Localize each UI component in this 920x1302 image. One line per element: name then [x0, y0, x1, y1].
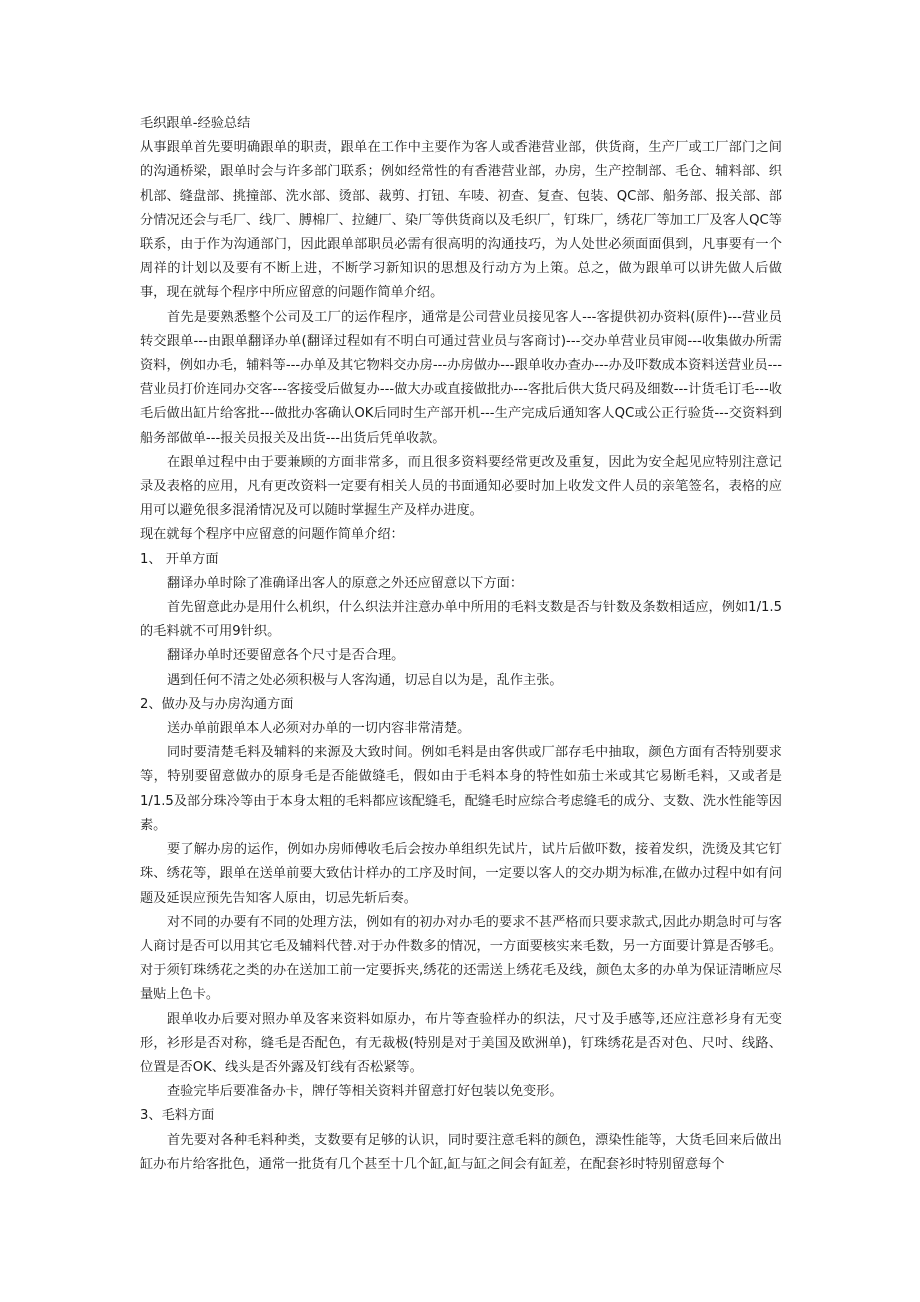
paragraph: 遇到任何不清之处必须积极与人客沟通，切忌自以为是，乱作主张。 — [167, 672, 563, 688]
paragraph: 同时要清楚毛料及辅料的来源及大致时间。例如毛料是由客供或厂部存毛中抽取，颜色方面有否特别要求等，特别要留意做办的原身毛是否能做缝毛，假如由于毛料本身的特性如茄士米或其它易断毛料，又或者是1/1.5及部分珠冷等由于本身太粗的毛料都应该配缝毛，配缝毛时应综合考虑缝毛的成分、支数、洗水性能等因素。 — [140, 745, 782, 833]
section-heading-1: 1、 开单方面 — [140, 551, 219, 567]
paragraph: 翻译办单时还要留意各个尺寸是否合理。 — [167, 648, 405, 664]
paragraph: 送办单前跟单本人必须对办单的一切内容非常清楚。 — [167, 721, 471, 737]
paragraph: 查验完毕后要准备办卡，牌仔等相关资料并留意打好包装以免变形。 — [167, 1084, 563, 1100]
paragraph: 对不同的办要有不同的处理方法，例如有的初办对办毛的要求不甚严格而只要求款式,因此办期急时可与客人商讨是否可以用其它毛及辅料代替.对于办件数多的情况，一方面要核实来毛数，另一方面要计算是否够毛。对于须钉珠绣花之类的办在送加工前一定要拆夹,绣花的还需送上绣花毛及线，颜色太多的办单为保证清晰应尽量贴上色卡。 — [140, 914, 782, 1003]
paragraph-workflow: 首先是要熟悉整个公司及工厂的运作程序，通常是公司营业员接见客人---客提供初办资料(原件)---营业员转交跟单---由跟单翻译办单(翻译过程如有不明白可通过营业员与客商讨)---交办单营业员审阅---收集做办所需资料，例如办毛，辅料等---办单及其它物料交办房---办房做办---跟单收办查办---办及吓数成本资料送营业员---营业员打价连同办交客---客接受后做复办---做大办或直接做批办---客批后供大货尺码及细数---计货毛订毛---收毛后做出缸片给客批---做批办客确认OK后同时生产部开机---生产完成后通知客人QC或公正行验货---交资料到船务部做单---报关员报关及出货---出货后凭单收款。 — [140, 309, 782, 446]
section-heading-3: 3、毛料方面 — [140, 1108, 215, 1124]
paragraph: 跟单收办后要对照办单及客来资料如原办，布片等查验样办的织法，尺寸及手感等,还应注意衫身有无变形，衫形是否对称，缝毛是否配色，有无裁极(特别是对于美国及欧洲单)，钉珠绣花是否对色、尺吋、线路、位置是否OK、线头是否外露及钉线有否松紧等。 — [140, 1011, 782, 1075]
document-title: 毛织跟单-经验总结 — [140, 116, 251, 131]
paragraph-intro: 从事跟单首先要明确跟单的职责，跟单在工作中主要作为客人或香港营业部，供货商，生产厂或工厂部门之间的沟通桥梁，跟单时会与许多部门联系；例如经常性的有香港营业部，办房，生产控制部、毛仓、辅料部、织机部、缝盘部、挑撞部、洗水部、烫部、裁剪、打钮、车唛、初查、复查、包装、QC部、船务部、报关部、部分情况还会与毛厂、线厂、膊棉厂、拉縺厂、染厂等供货商以及毛织厂，钉珠厂，绣花厂等加工厂及客人QC等联系，由于作为沟通部门，因此跟单部职员必需有很高明的沟通技巧，为人处世必须面面俱到，凡事要有一个周祥的计划以及要有不断上进，不断学习新知识的思想及行动方为上策。总之，做为跟单可以讲先做人后做事，现在就每个程序中所应留意的问题作简单介绍。 — [140, 140, 782, 301]
paragraph: 首先留意此办是用什么机织，什么织法并注意办单中所用的毛料支数是否与针数及条数相适应，例如1/1.5的毛料就不可用9针织。 — [140, 600, 782, 640]
document-body — [140, 112, 782, 1177]
paragraph-intro-steps: 现在就每个程序中应留意的问题作简单介绍： — [140, 527, 404, 543]
paragraph-records: 在跟单过程中由于要兼顾的方面非常多，而且很多资料要经常更改及重复，因此为安全起见应特别注意记录及表格的应用，凡有更改资料一定要有相关人员的书面通知必要时加上收发文件人员的亲笔签名，表格的应用可以避免很多混淆情况及可以随时掌握生产及样办进度。 — [140, 454, 782, 519]
paragraph: 首先要对各种毛料种类，支数要有足够的认识，同时要注意毛料的颜色，漂染性能等，大货毛回来后做出缸办布片给客批色，通常一批货有几个甚至十几个缸,缸与缸之间会有缸差，在配套衫时特别留意每个 — [140, 1132, 782, 1172]
paragraph: 翻译办单时除了准确译出客人的原意之外还应留意以下方面： — [167, 575, 524, 591]
section-heading-2: 2、做办及与办房沟通方面 — [140, 696, 294, 712]
paragraph: 要了解办房的运作，例如办房师傅收毛后会按办单组织先试片，试片后做吓数，接着发织，洗烫及其它钉珠、绣花等，跟单在送单前要大致估计样办的工序及时间，一定要以客人的交办期为标准,在做办过程中如有问题及延误应预先告知客人原由，切忌先斩后奏。 — [140, 842, 783, 906]
